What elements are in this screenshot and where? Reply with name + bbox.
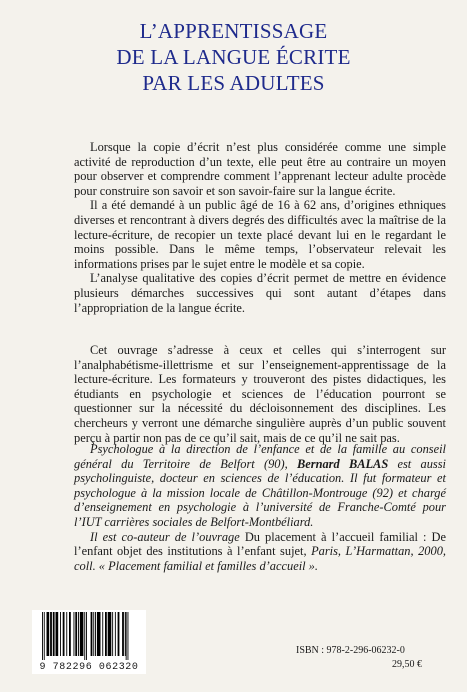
summary-paragraph-3: L’analyse qualitative des copies d’écrit permet de mettre en évidence plusieurs démarches successives qui sont autant d’étapes dans l’appropriation de la langue écrite. [74,271,446,315]
author-name: Bernard BALAS [297,456,389,471]
barcode-bar [63,612,65,656]
coauthor-intro: Il est co-auteur de l’ouvrage [90,529,240,544]
book-title [0,18,467,96]
coauthor-publisher: Paris, L’Harmattan, 2000, coll. « Placement familial et familles d’accueil ». [74,544,446,573]
title-line-1: L’APPRENTISSAGE [139,19,328,43]
barcode-bar [126,612,127,660]
author-bio-intro: Psychologue à la direction de l’enfance et de la famille au conseil général du Territoire de Belfort (90), [74,442,446,471]
isbn-label: ISBN : 978-2-296-06232-0 [296,645,405,656]
title-line-2: DE LA LANGUE ÉCRITE [116,45,351,69]
barcode-bar [128,612,129,660]
barcode-bar [118,612,120,656]
barcode-bar [69,612,71,656]
author-bio-paragraph [74,442,446,530]
barcode-bar [60,612,61,656]
barcode-bar [125,612,126,656]
barcode-bar [122,612,124,656]
barcode-bar [50,612,52,656]
barcode-bar [108,612,112,656]
author-bio-section [74,442,446,573]
barcode-bar [97,612,101,656]
barcode-bar [86,612,87,660]
summary-paragraph-1: Lorsque la copie d’écrit n’est plus considérée comme une simple activité de reproduction d’un texte, elle peut être au contraire un moyen pour observer et comprendre comment l’apprenant lecteur adulte procède pour construire son savoir et son savoir-faire sur la langue écrite. [74,140,446,198]
barcode-bar [47,612,50,656]
barcode-bar [93,612,94,656]
barcode-bar [91,612,93,656]
audience-paragraph: Cet ouvrage s’adresse à ceux et celles qui s’interrogent sur l’analphabétisme-illettrisme et sur l’enseignement-apprentissage de la lecture-écriture. Les formateurs y trouveront des pistes didactiques, les étudiants en psychologie et sciences de l’éducation pourront se questionner sur la nécessité du décloisonnement des disciplines. Les chercheurs y verront une démarche singulière auprès d’un public souvent perçu à partir non pas de ce qu’il sait, mais de ce qu’il ne sait pas. [74,343,446,445]
author-bio-rest: est aussi psycholinguiste, docteur en sciences de l’éducation. Il fut formateur et psychologue à la mission locale de Châtillon-Montrouge (92) et chargé d’enseignement en psychologie à l’université de Franche-Comté pour l’IUT carrières sociales de Belfort-Montbéliard. [74,456,446,529]
barcode-bar [56,612,59,656]
barcode-bar [78,612,79,656]
coauthor-paragraph [74,530,446,574]
barcode-bar [75,612,77,656]
audience-section [74,343,446,445]
price-label: 29,50 € [392,659,422,670]
barcode-bar [66,612,67,656]
barcode-number: 9 782296 062320 [39,662,139,673]
barcode-bars [41,612,137,660]
barcode-bar [80,612,84,656]
barcode-bar [95,612,96,656]
barcode-bar [74,612,75,656]
barcode-bar [44,612,45,660]
barcode [32,610,146,674]
summary-paragraph-2: Il a été demandé à un public âgé de 16 à 62 ans, d’origines ethniques diverses et rencontrant à divers degrés des difficultés avec la maîtrise de la lecture-écriture, de recopier un texte placé devant lui en le regardant le moins possible. Dans le même temps, l’observateur relevait les informations prises par le sujet entre le modèle et sa copie. [74,198,446,271]
barcode-bar [105,612,107,656]
barcode-bar [102,612,103,656]
barcode-bar [115,612,116,656]
summary-section [74,140,446,315]
coauthor-book-title: Du placement à l’accueil familial : De l’enfant objet des institutions à l’enfant sujet, [74,529,446,559]
barcode-bar [42,612,43,660]
title-line-3: PAR LES ADULTES [142,71,325,95]
barcode-bar [84,612,85,660]
barcode-bar [53,612,55,656]
barcode-bar [112,612,113,656]
